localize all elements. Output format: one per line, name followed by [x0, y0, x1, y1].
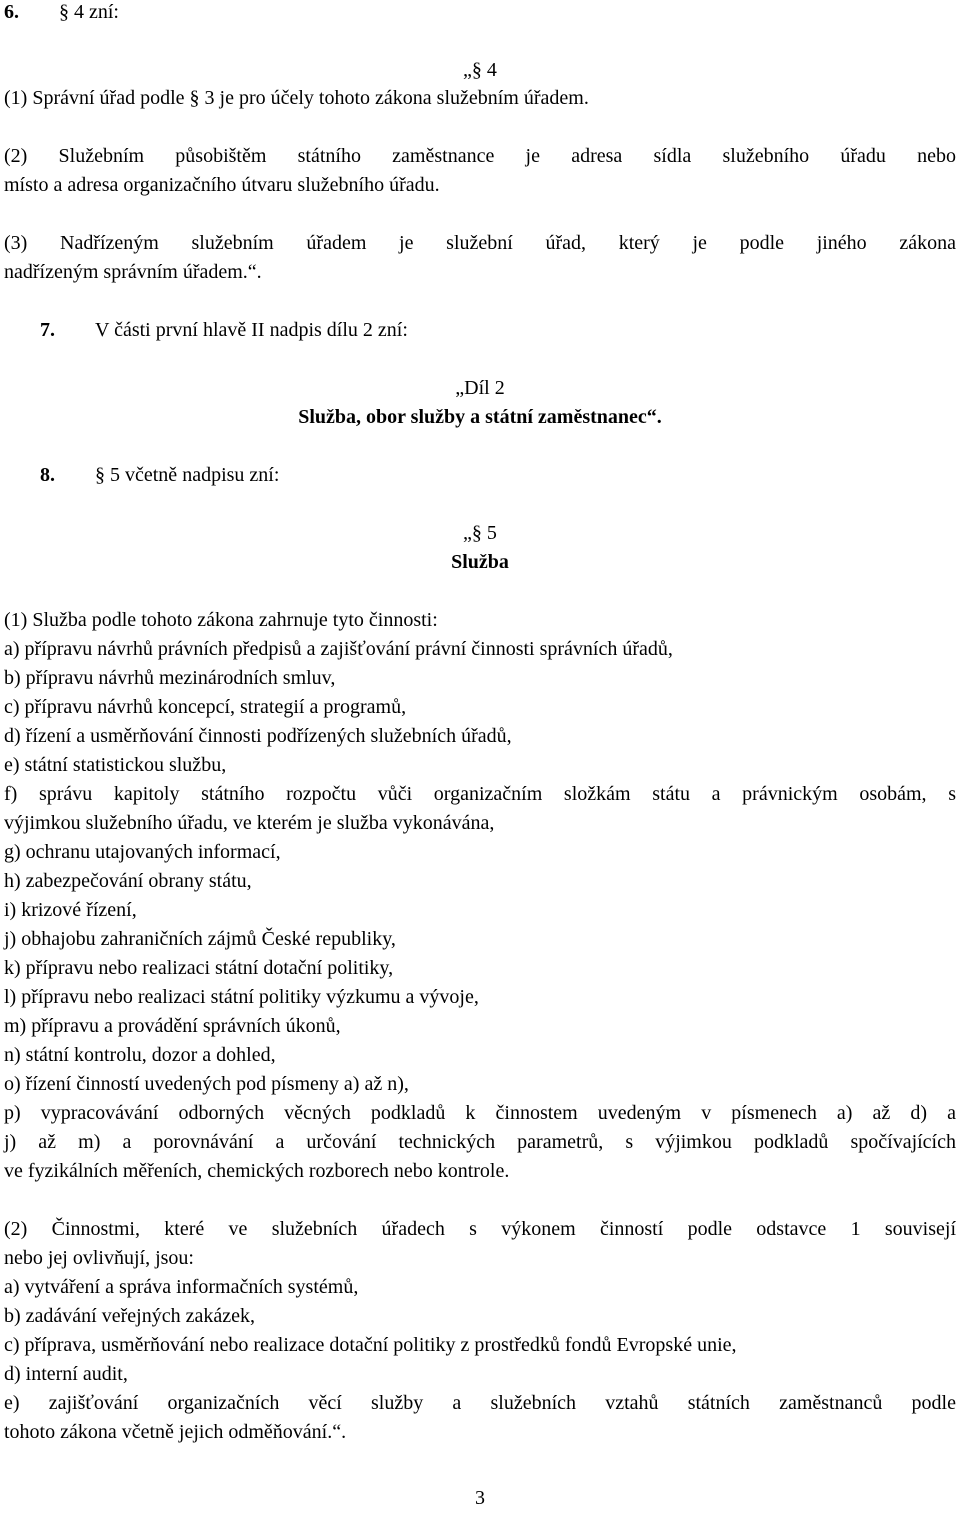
section-5-line: ve fyzikálních měřeních, chemických rozborech nebo kontrole. — [4, 1160, 510, 1182]
section-5-line: m) přípravu a provádění správních úkonů, — [4, 1015, 341, 1037]
section-4-heading: „§ 4 — [463, 59, 497, 81]
part-2-title: Služba, obor služby a státní zaměstnanec“. — [298, 406, 662, 428]
section-5-line: c) přípravu návrhů koncepcí, strategií a programů, — [4, 696, 407, 718]
section-5-heading: „§ 5 — [463, 522, 497, 544]
item-6-text: § 4 zní: — [59, 1, 119, 23]
section-5-line: d) řízení a usměrňování činnosti podřízených služebních úřadů, — [4, 725, 512, 747]
section-5-line: l) přípravu nebo realizaci státní politiky výzkumu a vývoje, — [4, 986, 479, 1008]
section-4-paragraph-1: (1) Správní úřad podle § 3 je pro účely tohoto zákona služebním úřadem. — [4, 87, 589, 109]
item-7-number: 7. — [40, 319, 55, 341]
section-5-line: f) správu kapitoly státního rozpočtu vůči organizačním složkám státu a právnickým osobám, s — [4, 783, 956, 805]
part-2-heading: „Díl 2 — [455, 377, 505, 399]
section-5-line: výjimkou služebního úřadu, ve kterém je služba vykonávána, — [4, 812, 495, 834]
section-5-line: i) krizové řízení, — [4, 899, 137, 921]
section-5-line: o) řízení činností uvedených pod písmeny a) až n), — [4, 1073, 409, 1095]
section-5-paragraph-2-line: d) interní audit, — [4, 1363, 128, 1385]
section-5-paragraph-2-line: c) příprava, usměrňování nebo realizace dotační politiky z prostředků fondů Evropské unie, — [4, 1334, 737, 1356]
section-4-paragraph-3-line-1: (3) Nadřízeným služebním úřadem je služební úřad, který je podle jiného zákona — [4, 232, 956, 254]
item-6-number: 6. — [4, 1, 19, 23]
item-8 — [40, 461, 279, 490]
section-5-line: b) přípravu návrhů mezinárodních smluv, — [4, 667, 336, 689]
section-5-line: h) zabezpečování obrany státu, — [4, 870, 252, 892]
section-5-title: Služba — [451, 551, 509, 573]
section-5-line: a) přípravu návrhů právních předpisů a zajišťování právní činnosti správních úřadů, — [4, 638, 673, 660]
item-6 — [4, 0, 119, 27]
section-5-line: p) vypracovávání odborných věcných podkladů k činnostem uvedeným v písmenech a) až d) a — [4, 1102, 956, 1124]
section-5-paragraph-2-line: (2) Činnostmi, které ve služebních úřadech s výkonem činností podle odstavce 1 souvisejí — [4, 1218, 956, 1240]
section-5-paragraph-2-line: a) vytváření a správa informačních systémů, — [4, 1276, 359, 1298]
section-5-line: j) obhajobu zahraničních zájmů České republiky, — [4, 928, 396, 950]
section-5-paragraph-2-line: e) zajišťování organizačních věcí služby a služebních vztahů státních zaměstnanců podle — [4, 1392, 956, 1414]
item-8-text: § 5 včetně nadpisu zní: — [95, 464, 280, 486]
item-7-text: V části první hlavě II nadpis dílu 2 zní: — [95, 319, 408, 341]
section-5-line: n) státní kontrolu, dozor a dohled, — [4, 1044, 276, 1066]
section-5-paragraph-2-line: nebo jej ovlivňují, jsou: — [4, 1247, 194, 1269]
section-4-paragraph-2-line-1: (2) Služebním působištěm státního zaměstnance je adresa sídla služebního úřadu nebo — [4, 145, 956, 167]
section-5-line: k) přípravu nebo realizaci státní dotační politiky, — [4, 957, 394, 979]
section-4-paragraph-3-line-2: nadřízeným správním úřadem.“. — [4, 261, 262, 283]
page-number: 3 — [475, 1487, 485, 1509]
section-5-paragraph-2-line: tohoto zákona včetně jejich odměňování.“. — [4, 1421, 347, 1443]
section-5-line: e) státní statistickou službu, — [4, 754, 227, 776]
section-4-paragraph-2-line-2: místo a adresa organizačního útvaru služebního úřadu. — [4, 174, 440, 196]
section-5-line: j) až m) a porovnávání a určování technických parametrů, s výjimkou podkladů spočívajících — [4, 1131, 956, 1153]
section-5-line: g) ochranu utajovaných informací, — [4, 841, 281, 863]
item-8-number: 8. — [40, 464, 55, 486]
section-5-paragraph-2-line: b) zadávání veřejných zakázek, — [4, 1305, 255, 1327]
section-5-line: (1) Služba podle tohoto zákona zahrnuje tyto činnosti: — [4, 609, 438, 631]
item-7 — [40, 316, 408, 345]
